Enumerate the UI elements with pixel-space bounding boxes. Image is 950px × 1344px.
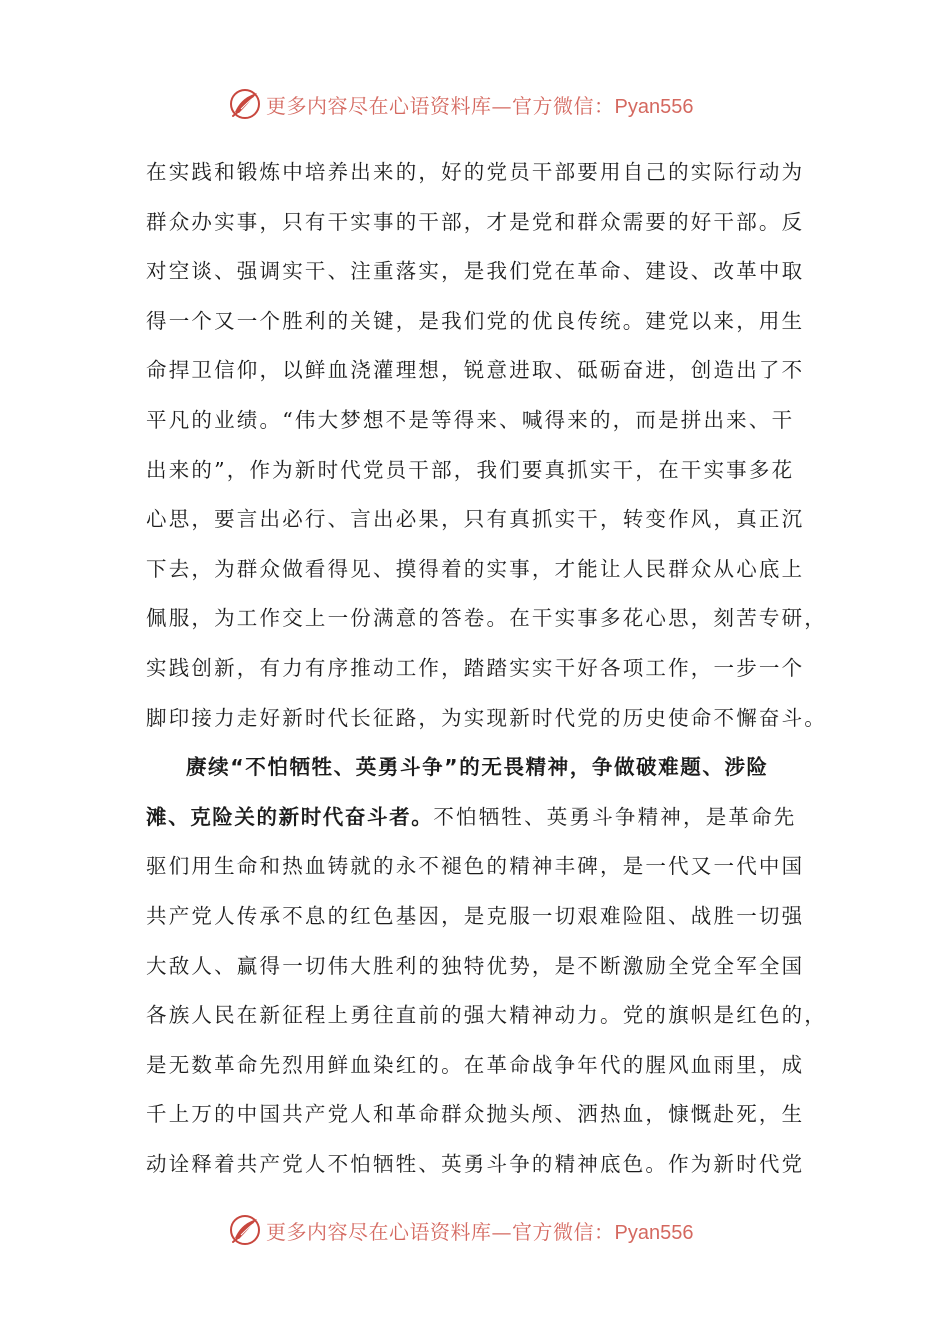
pen-logo-icon — [228, 1213, 262, 1247]
text-line: 得一个又一个胜利的关键，是我们党的优良传统。建党以来，用生 — [146, 308, 805, 333]
text-line: 在实践和锻炼中培养出来的，好的党员干部要用自己的实际行动为 — [146, 160, 805, 184]
header-banner — [228, 84, 748, 124]
text-line — [146, 793, 810, 843]
text-line: 下去，为群众做看得见、摸得着的实事，才能让人民群众从心底上 — [146, 556, 805, 581]
text-line: 大敌人、赢得一切伟大胜利的独特优势，是不断激励全党全军全国 — [146, 953, 805, 978]
text-line: 实践创新，有力有序推动工作，踏踏实实干好各项工作，一步一个 — [146, 655, 805, 680]
section-heading-end: 滩、克险关的新时代奋斗者。 — [146, 804, 434, 829]
text-line: 心思，要言出必行、言出必果，只有真抓实干，转变作风，真正沉 — [146, 507, 805, 532]
wechat-id: Pyan556 — [614, 1221, 694, 1244]
text-line: 脚印接力走好新时代长征路，为实现新时代党的历史使命不懈奋斗。 — [146, 705, 827, 730]
section-heading: 赓续“不怕牺牲、英勇斗争”的无畏精神，争做破难题、涉险 — [186, 755, 769, 780]
text-line: 佩服，为工作交上一份满意的答卷。在干实事多花心思，刻苦专研， — [146, 606, 827, 631]
text-line: 对空谈、强调实干、注重落实，是我们党在革命、建设、改革中取 — [146, 259, 805, 284]
banner-text: 更多内容尽在心语资料库—官方微信：Pyan556 — [266, 1219, 694, 1244]
text-line: 动诠释着共产党人不怕牺牲、英勇斗争的精神底色。作为新时代党 — [146, 1151, 805, 1176]
text-line: 出来的”，作为新时代党员干部，我们要真抓实干，在干实事多花 — [146, 457, 795, 482]
text-span: 不怕牺牲、英勇斗争精神，是革命先 — [433, 804, 797, 829]
text-line: 群众办实事，只有干实事的干部，才是党和群众需要的好干部。反 — [146, 209, 805, 234]
wechat-id: Pyan556 — [614, 95, 694, 118]
pen-logo-icon — [228, 87, 262, 121]
text-line: 驱们用生命和热血铸就的永不褪色的精神丰碑，是一代又一代中国 — [146, 854, 805, 879]
text-line: 共产党人传承不息的红色基因，是克服一切艰难险阻、战胜一切强 — [146, 903, 805, 928]
text-line: 命捍卫信仰，以鲜血浇灌理想，锐意进取、砥砺奋进，创造出了不 — [146, 358, 805, 383]
banner-text: 更多内容尽在心语资料库—官方微信：Pyan556 — [266, 93, 694, 118]
text-line: 各族人民在新征程上勇往直前的强大精神动力。党的旗帜是红色的， — [146, 1003, 827, 1028]
text-line: 是无数革命先烈用鲜血染红的。在革命战争年代的腥风血雨里，成 — [146, 1052, 805, 1077]
article-body — [146, 148, 827, 1189]
text-line: 千上万的中国共产党人和革命群众抛头颅、洒热血，慷慨赴死，生 — [146, 1102, 805, 1127]
text-line: 平凡的业绩。“伟大梦想不是等得来、喊得来的，而是拼出来、干 — [146, 407, 795, 432]
footer-banner — [228, 1210, 748, 1250]
